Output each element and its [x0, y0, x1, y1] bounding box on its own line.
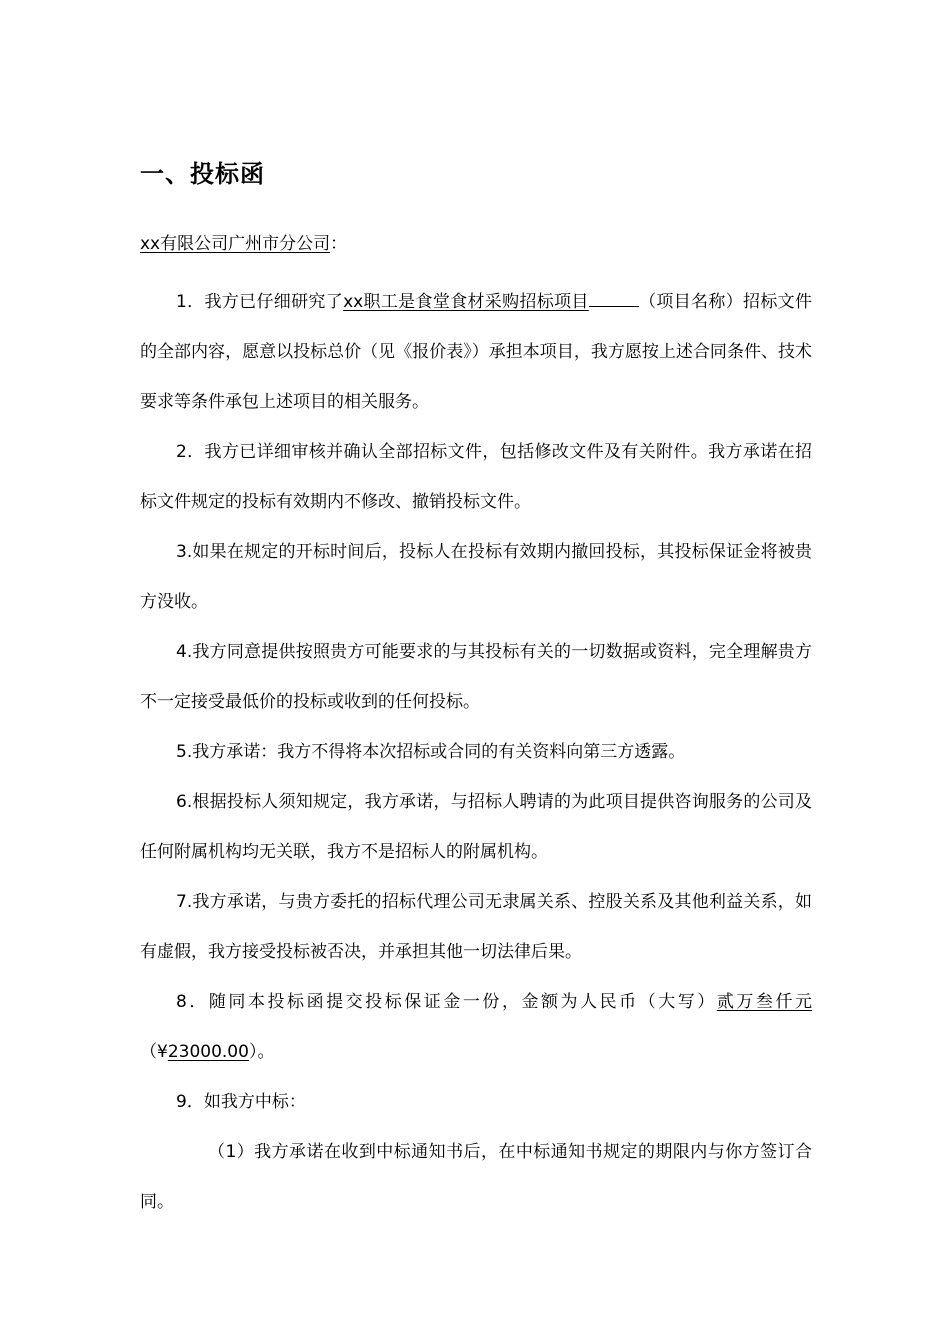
project-name: xx职工是食堂食材采购招标项目 — [343, 292, 589, 312]
paragraph-1 — [140, 277, 812, 427]
paragraph-8-end: ）。 — [248, 1042, 275, 1062]
addressee-name: xx有限公司广州市分公司 — [140, 234, 331, 254]
addressee-colon: ： — [330, 234, 348, 254]
paragraph-1-rest: （项目名称）招标文件的全部内容，愿意以投标总价（见《报价表》）承担本项目，我方愿按上述合同条件、技术要求等条件承包上述项目的相关服务。 — [140, 292, 812, 412]
document-title: 一、投标函 — [140, 160, 265, 188]
deposit-amount-words: 贰万叁仟元 — [716, 992, 812, 1012]
paragraph-6: 6.根据投标人须知规定，我方承诺，与招标人聘请的为此项目提供咨询服务的公司及任何附属机构均无关联，我方不是招标人的附属机构。 — [140, 792, 812, 862]
paragraph-3: 3.如果在规定的开标时间后，投标人在投标有效期内撤回投标，其投标保证金将被贵方没收。 — [140, 542, 812, 612]
paragraph-9-item-1: （1）我方承诺在收到中标通知书后，在中标通知书规定的期限内与你方签订合同。 — [140, 1142, 812, 1212]
paragraph-2: 2．我方已详细审核并确认全部招标文件，包括修改文件及有关附件。我方承诺在招标文件规定的投标有效期内不修改、撤销投标文件。 — [140, 442, 812, 512]
deposit-amount-number: 23000.00 — [167, 1042, 249, 1062]
paragraph-8 — [140, 977, 812, 1077]
paragraph-5: 5.我方承诺：我方不得将本次招标或合同的有关资料向第三方透露。 — [176, 742, 686, 762]
paragraph-9: 9．如我方中标： — [176, 1092, 306, 1112]
paragraph-7: 7.我方承诺，与贵方委托的招标代理公司无隶属关系、控股关系及其他利益关系，如有虚假，我方接受投标被否决，并承担其他一切法律后果。 — [140, 892, 812, 962]
paragraph-8-lead: 8．随同本投标函提交投标保证金一份，金额为人民币（大写） — [176, 992, 717, 1012]
addressee-line — [140, 229, 347, 254]
paragraph-8-mid: （¥ — [140, 1042, 168, 1062]
paragraph-1-lead: 1．我方已仔细研究了 — [176, 292, 344, 312]
paragraph-4: 4.我方同意提供按照贵方可能要求的与其投标有关的一切数据或资料，完全理解贵方不一定接受最低价的投标或收到的任何投标。 — [140, 642, 812, 712]
project-name-blank — [589, 289, 639, 307]
letter-body — [140, 277, 812, 1227]
